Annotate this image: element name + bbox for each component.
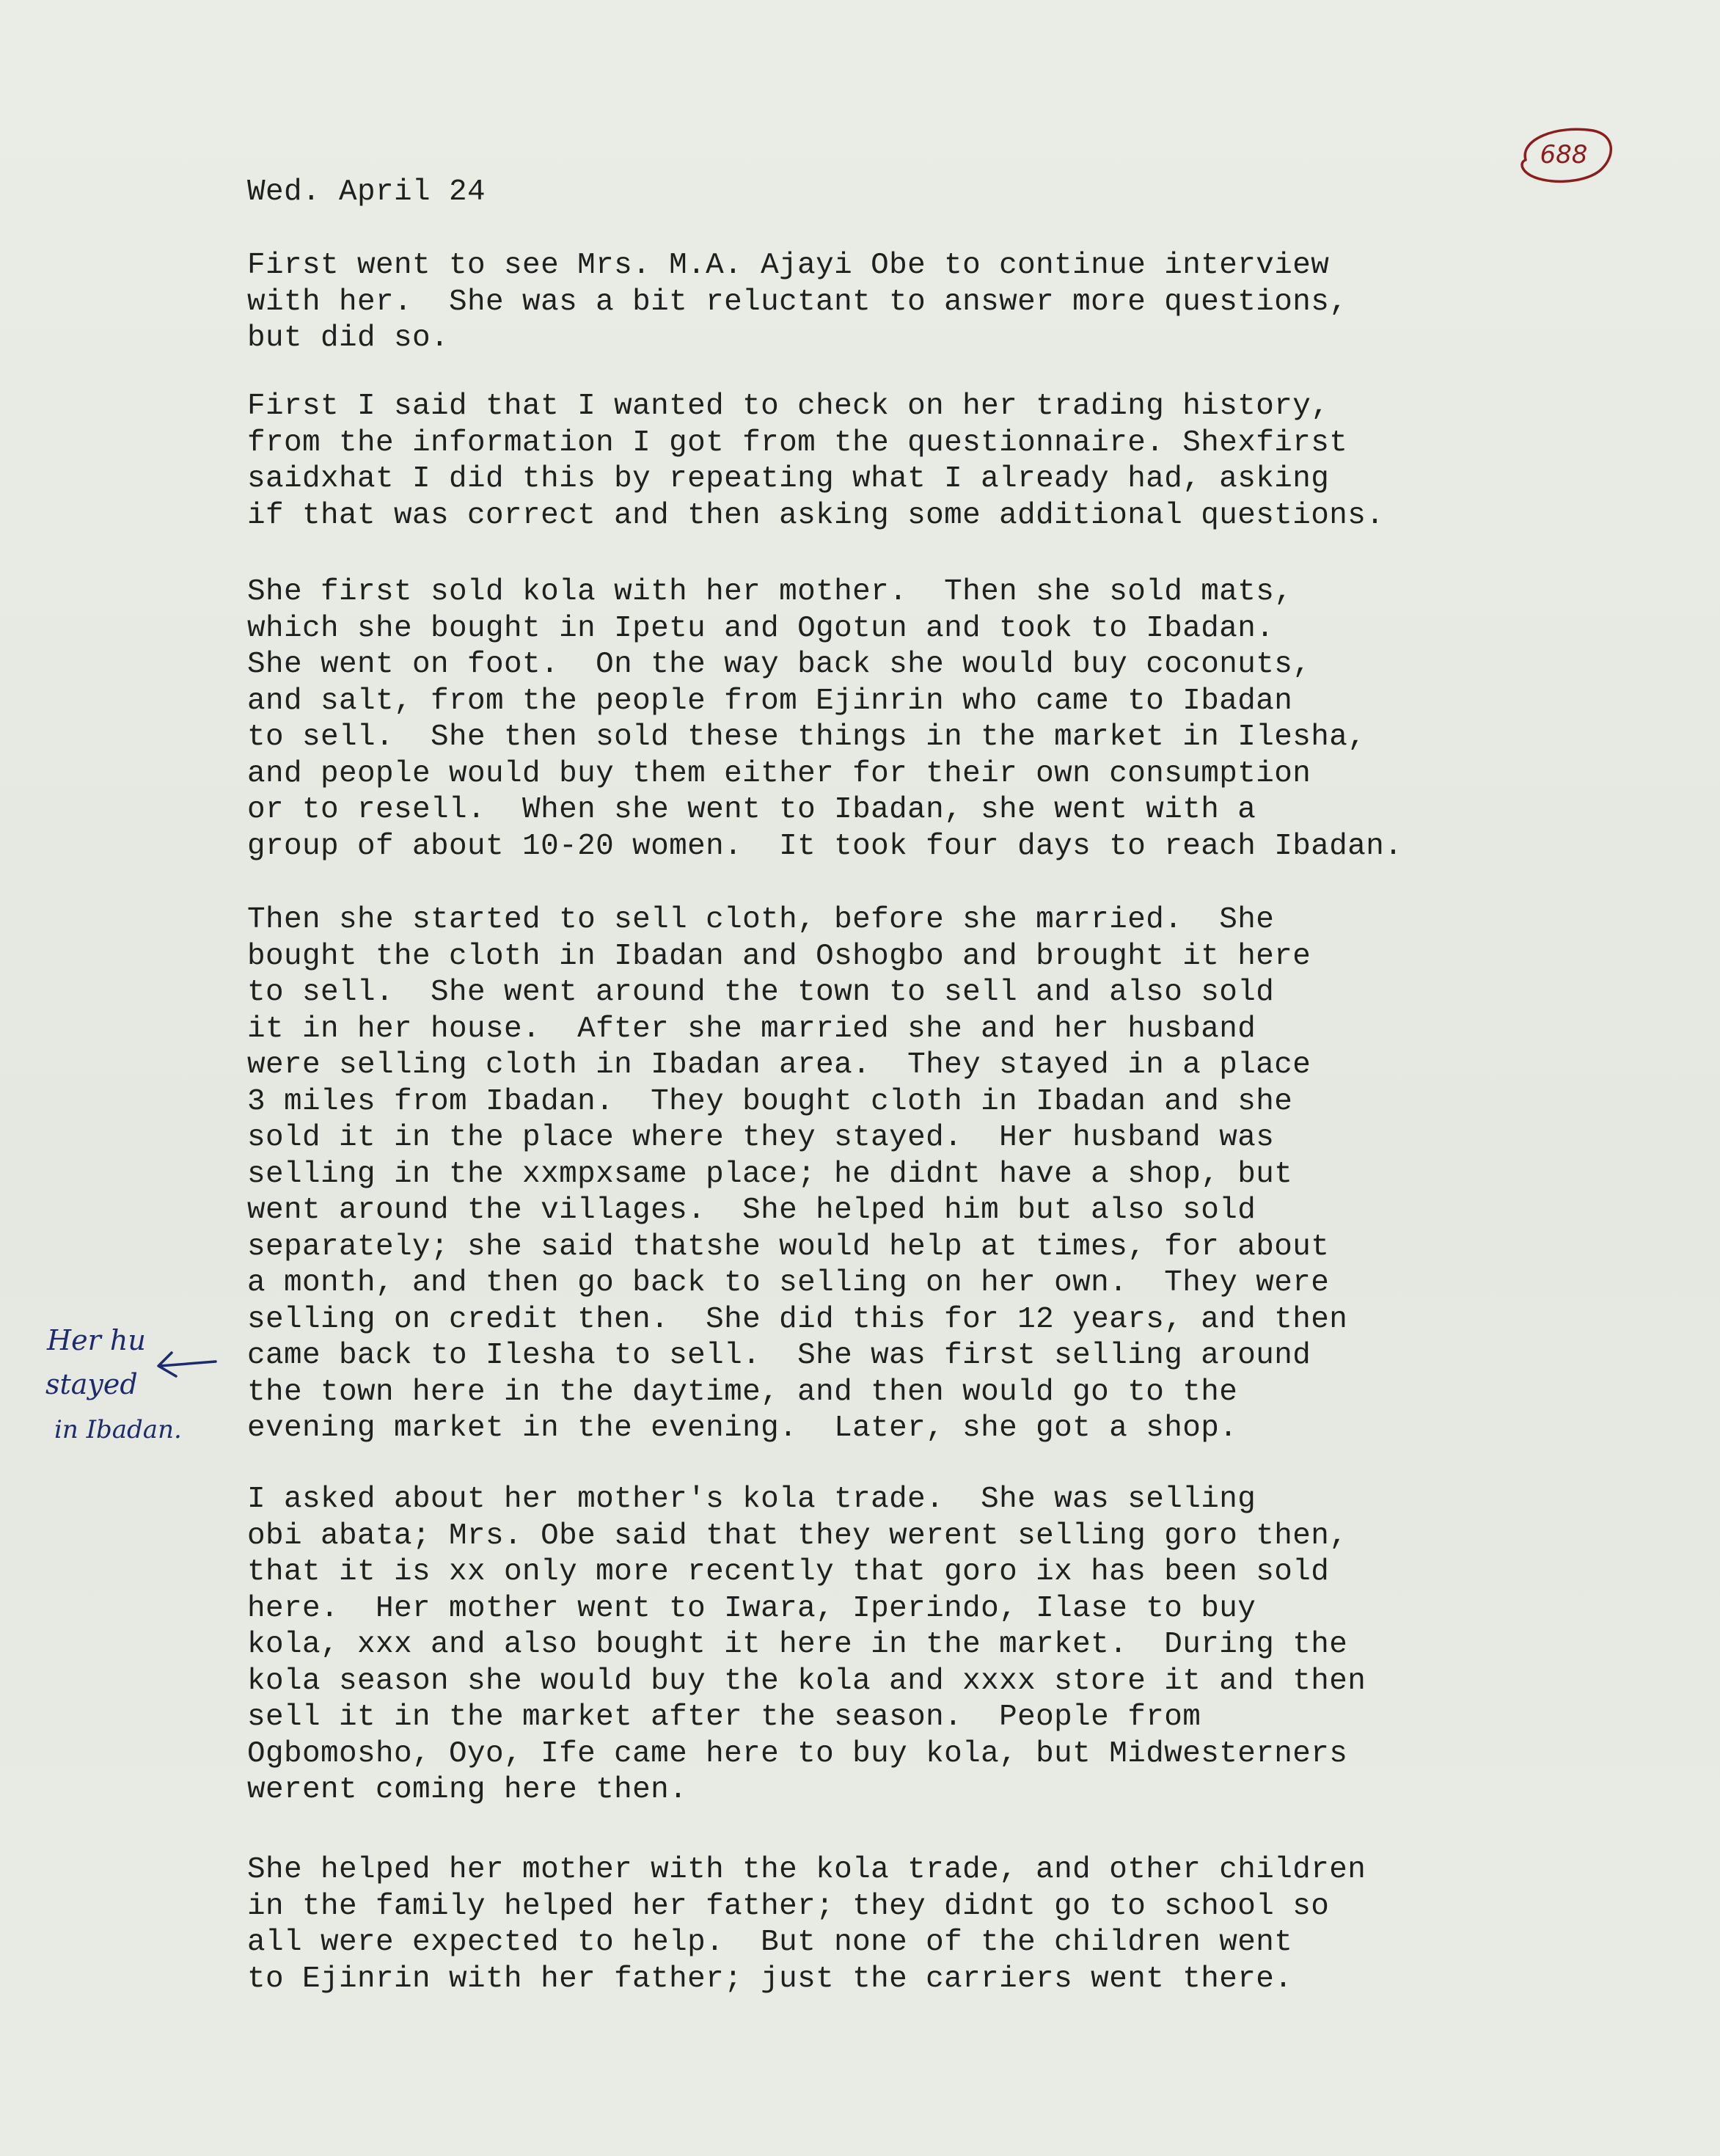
handwritten-note-with-arrow [43,1313,255,1452]
date-line: Wed. April 24 [247,175,486,209]
page-number-text: 688 [1540,140,1588,169]
svg-text:in Ibadan.: in Ibadan. [54,1415,182,1444]
paragraph-family-help: She helped her mother with the kola trade, and other children in the family helped her father; they didnt go to school so all were expected to help. But none of the children went to Ejinrin with her father; just the carriers went there. [247,1853,1366,1996]
handwritten-margin-note [43,1313,255,1452]
svg-text:Her hu: Her hu [47,1324,146,1356]
paragraph-early-trade: She first sold kola with her mother. Then she sold mats, which she bought in Ipetu and Ogotun and took to Ibadan. She went on foot. On the way back she would buy coconuts, and salt, from the people from Ejinrin who came to Ibadan to sell. She then sold these things in the market in Ilesha, and people would buy them either for their own consumption or to resell. When she went to Ibadan, she went with a group of about 10-20 women. It took four days to reach Ibadan. [247,575,1403,863]
paragraph-cloth-trade: Then she started to sell cloth, before she married. She bought the cloth in Ibadan and Oshogbo and brought it here to sell. She went around the town to sell and also sold it in her house. After she married she and her husband were selling cloth in Ibadan area. They stayed in a place 3 miles from Ibadan. They bought cloth in Ibadan and she sold it in the place where they stayed. Her husband was selling in the xxmpxsame place; he didnt have a shop, but went around the villages. She helped him but also sold separately; she said thatshe would help at times, for about a month, and then go back to selling on her own. They were selling on credit then. She did this for 12 years, and then came back to Ilesha to sell. She was first selling around the town here in the daytime, and then would go to the evening market in the evening. Later, she got a shop. [247,903,1348,1445]
paragraph-intro: First went to see Mrs. M.A. Ajayi Obe to continue interview with her. She was a bit reluctant to answer more questions, but did so. [247,249,1348,355]
paragraph-mother-kola-trade: I asked about her mother's kola trade. She was selling obi abata; Mrs. Obe said that they werent selling goro then, that it is xx only more recently that goro ix has been sold here. Her mother went to Iwara, Iperindo, Ilase to buy kola, xxx and also bought it here in the market. During the kola season she would buy the kola and xxxx store it and then sell it in the market after the season. People from Ogbomosho, Oyo, Ife came here to buy kola, but Midwesterners werent coming here then. [247,1483,1366,1807]
svg-text:stayed: stayed [45,1368,138,1400]
paragraph-method: First I said that I wanted to check on her trading history, from the information I got from the questionnaire. Shexfirst saidxhat I did this by repeating what I already had, asking if that was correct and then asking some additional questions. [247,390,1385,533]
